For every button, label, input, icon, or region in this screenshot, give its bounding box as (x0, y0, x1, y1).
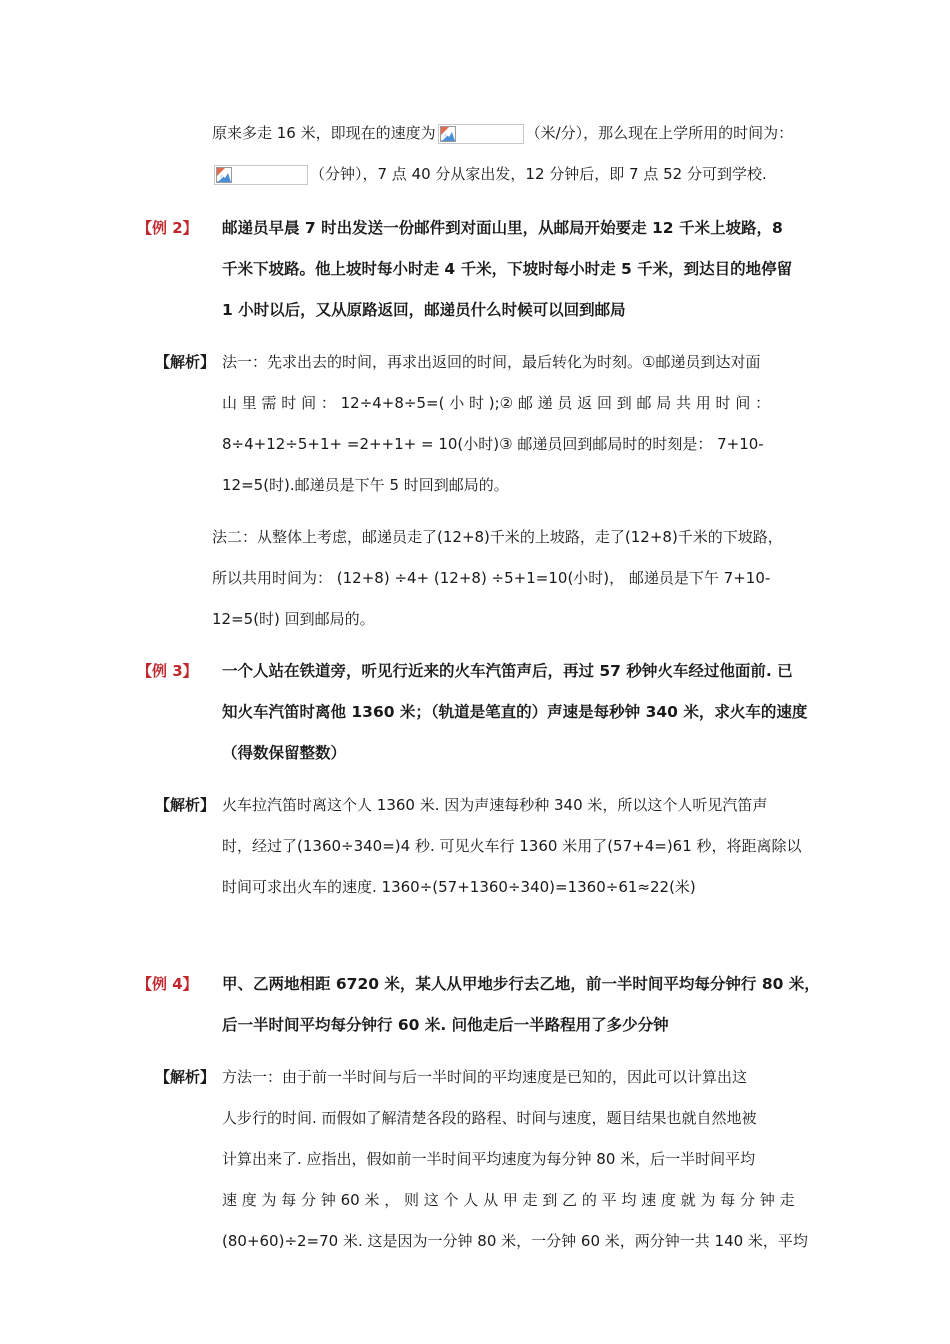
example-3-question-line-3: （得数保留整数） (222, 744, 347, 762)
example-4-analysis-line-2: 人步行的时间. 而假如了解清楚各段的路程、时间与速度，题目结果也就自然地被 (222, 1109, 757, 1127)
example-3-tag: 【例 3】 (137, 662, 198, 680)
example-3-analysis-line-1: 火车拉汽笛时离这个人 1360 米. 因为声速每秒种 340 米，所以这个人听见汽笛声 (222, 796, 768, 814)
formula-image-speed (438, 124, 524, 144)
example-2-question-line-2: 千米下坡路。他上坡时每小时走 4 千米，下坡时每小时走 5 千米，到达目的地停留 (222, 260, 793, 278)
intro-line-2-text: （分钟），7 点 40 分从家出发，12 分钟后，即 7 点 52 分可到学校. (310, 165, 767, 183)
example-4-tag: 【例 4】 (137, 975, 198, 993)
example-2-analysis-line-2: 山 里 需 时 间 ： 12÷4+8÷5=( 小 时 );② 邮 递 员 返 回 到 邮 局 共 用 时 间 ： (222, 394, 771, 412)
example-4-analysis-line-5: (80+60)÷2=70 米. 这是因为一分钟 80 米，一分钟 60 米，两分钟一共 140 米，平均 (222, 1232, 808, 1250)
example-3-analysis-line-3: 时间可求出火车的速度. 1360÷(57+1360÷340)=1360÷61≈22(米) (222, 878, 696, 896)
example-3-question-line-1: 一个人站在铁道旁，听见行近来的火车汽笛声后，再过 57 秒钟火车经过他面前. 已 (222, 662, 793, 680)
example-2-method2-line-1: 法二：从整体上考虑，邮递员走了(12+8)千米的上坡路，走了(12+8)千米的下坡路， (212, 528, 783, 546)
broken-image-icon (216, 167, 232, 183)
example-4-analysis-line-3: 计算出来了. 应指出，假如前一半时间平均速度为每分钟 80 米，后一半时间平均 (222, 1150, 756, 1168)
broken-image-icon (440, 126, 456, 142)
example-2-question-line-3: 1 小时以后，又从原路返回，邮递员什么时候可以回到邮局 (222, 301, 626, 319)
example-2-analysis-line-4: 12=5(时).邮递员是下午 5 时回到邮局的。 (222, 476, 509, 494)
example-3-analysis-line-2: 时，经过了(1360÷340=)4 秒. 可见火车行 1360 米用了(57+4=)61 秒，将距离除以 (222, 837, 802, 855)
example-4-analysis-line-1: 方法一：由于前一半时间与后一半时间的平均速度是已知的，因此可以计算出这 (222, 1068, 748, 1086)
example-2-tag: 【例 2】 (137, 219, 198, 237)
example-4-question-line-1: 甲、乙两地相距 6720 米，某人从甲地步行去乙地，前一半时间平均每分钟行 80 米， (222, 975, 820, 993)
intro-line-2 (212, 164, 767, 185)
example-2-method2-line-2: 所以共用时间为： (12+8) ÷4+ (12+8) ÷5+1=10(小时)， 邮递员是下午 7+10- (212, 569, 771, 587)
formula-image-time (214, 165, 308, 185)
example-2-analysis-line-1: 法一：先求出去的时间，再求出返回的时间，最后转化为时刻。①邮递员到达对面 (222, 353, 761, 371)
example-4-analysis-tag: 【解析】 (155, 1068, 216, 1086)
example-2-method2-line-3: 12=5(时) 回到邮局的。 (212, 610, 375, 628)
example-2-analysis-line-3: 8÷4+12÷5+1+ =2++1+ = 10(小时)③ 邮递员回到邮局时的时刻是： 7+10- (222, 435, 764, 453)
intro-line-1-text-a: 原来多走 16 米，即现在的速度为 (212, 124, 436, 142)
intro-line-1-text-b: （米/分），那么现在上学所用的时间为： (525, 124, 794, 142)
example-2-analysis-tag: 【解析】 (155, 353, 216, 371)
example-3-analysis-tag: 【解析】 (155, 796, 216, 814)
example-3-question-line-2: 知火车汽笛时离他 1360 米；（轨道是笔直的）声速是每秒钟 340 米，求火车的速度 (222, 703, 808, 721)
example-4-analysis-line-4: 速 度 为 每 分 钟 60 米 ， 则 这 个 人 从 甲 走 到 乙 的 平 均 速 度 就 为 每 分 钟 走 (222, 1191, 795, 1209)
example-2-question-line-1: 邮递员早晨 7 时出发送一份邮件到对面山里，从邮局开始要走 12 千米上坡路，8 (222, 219, 783, 237)
intro-line-1 (212, 123, 793, 144)
example-4-question-line-2: 后一半时间平均每分钟行 60 米. 问他走后一半路程用了多少分钟 (222, 1016, 669, 1034)
